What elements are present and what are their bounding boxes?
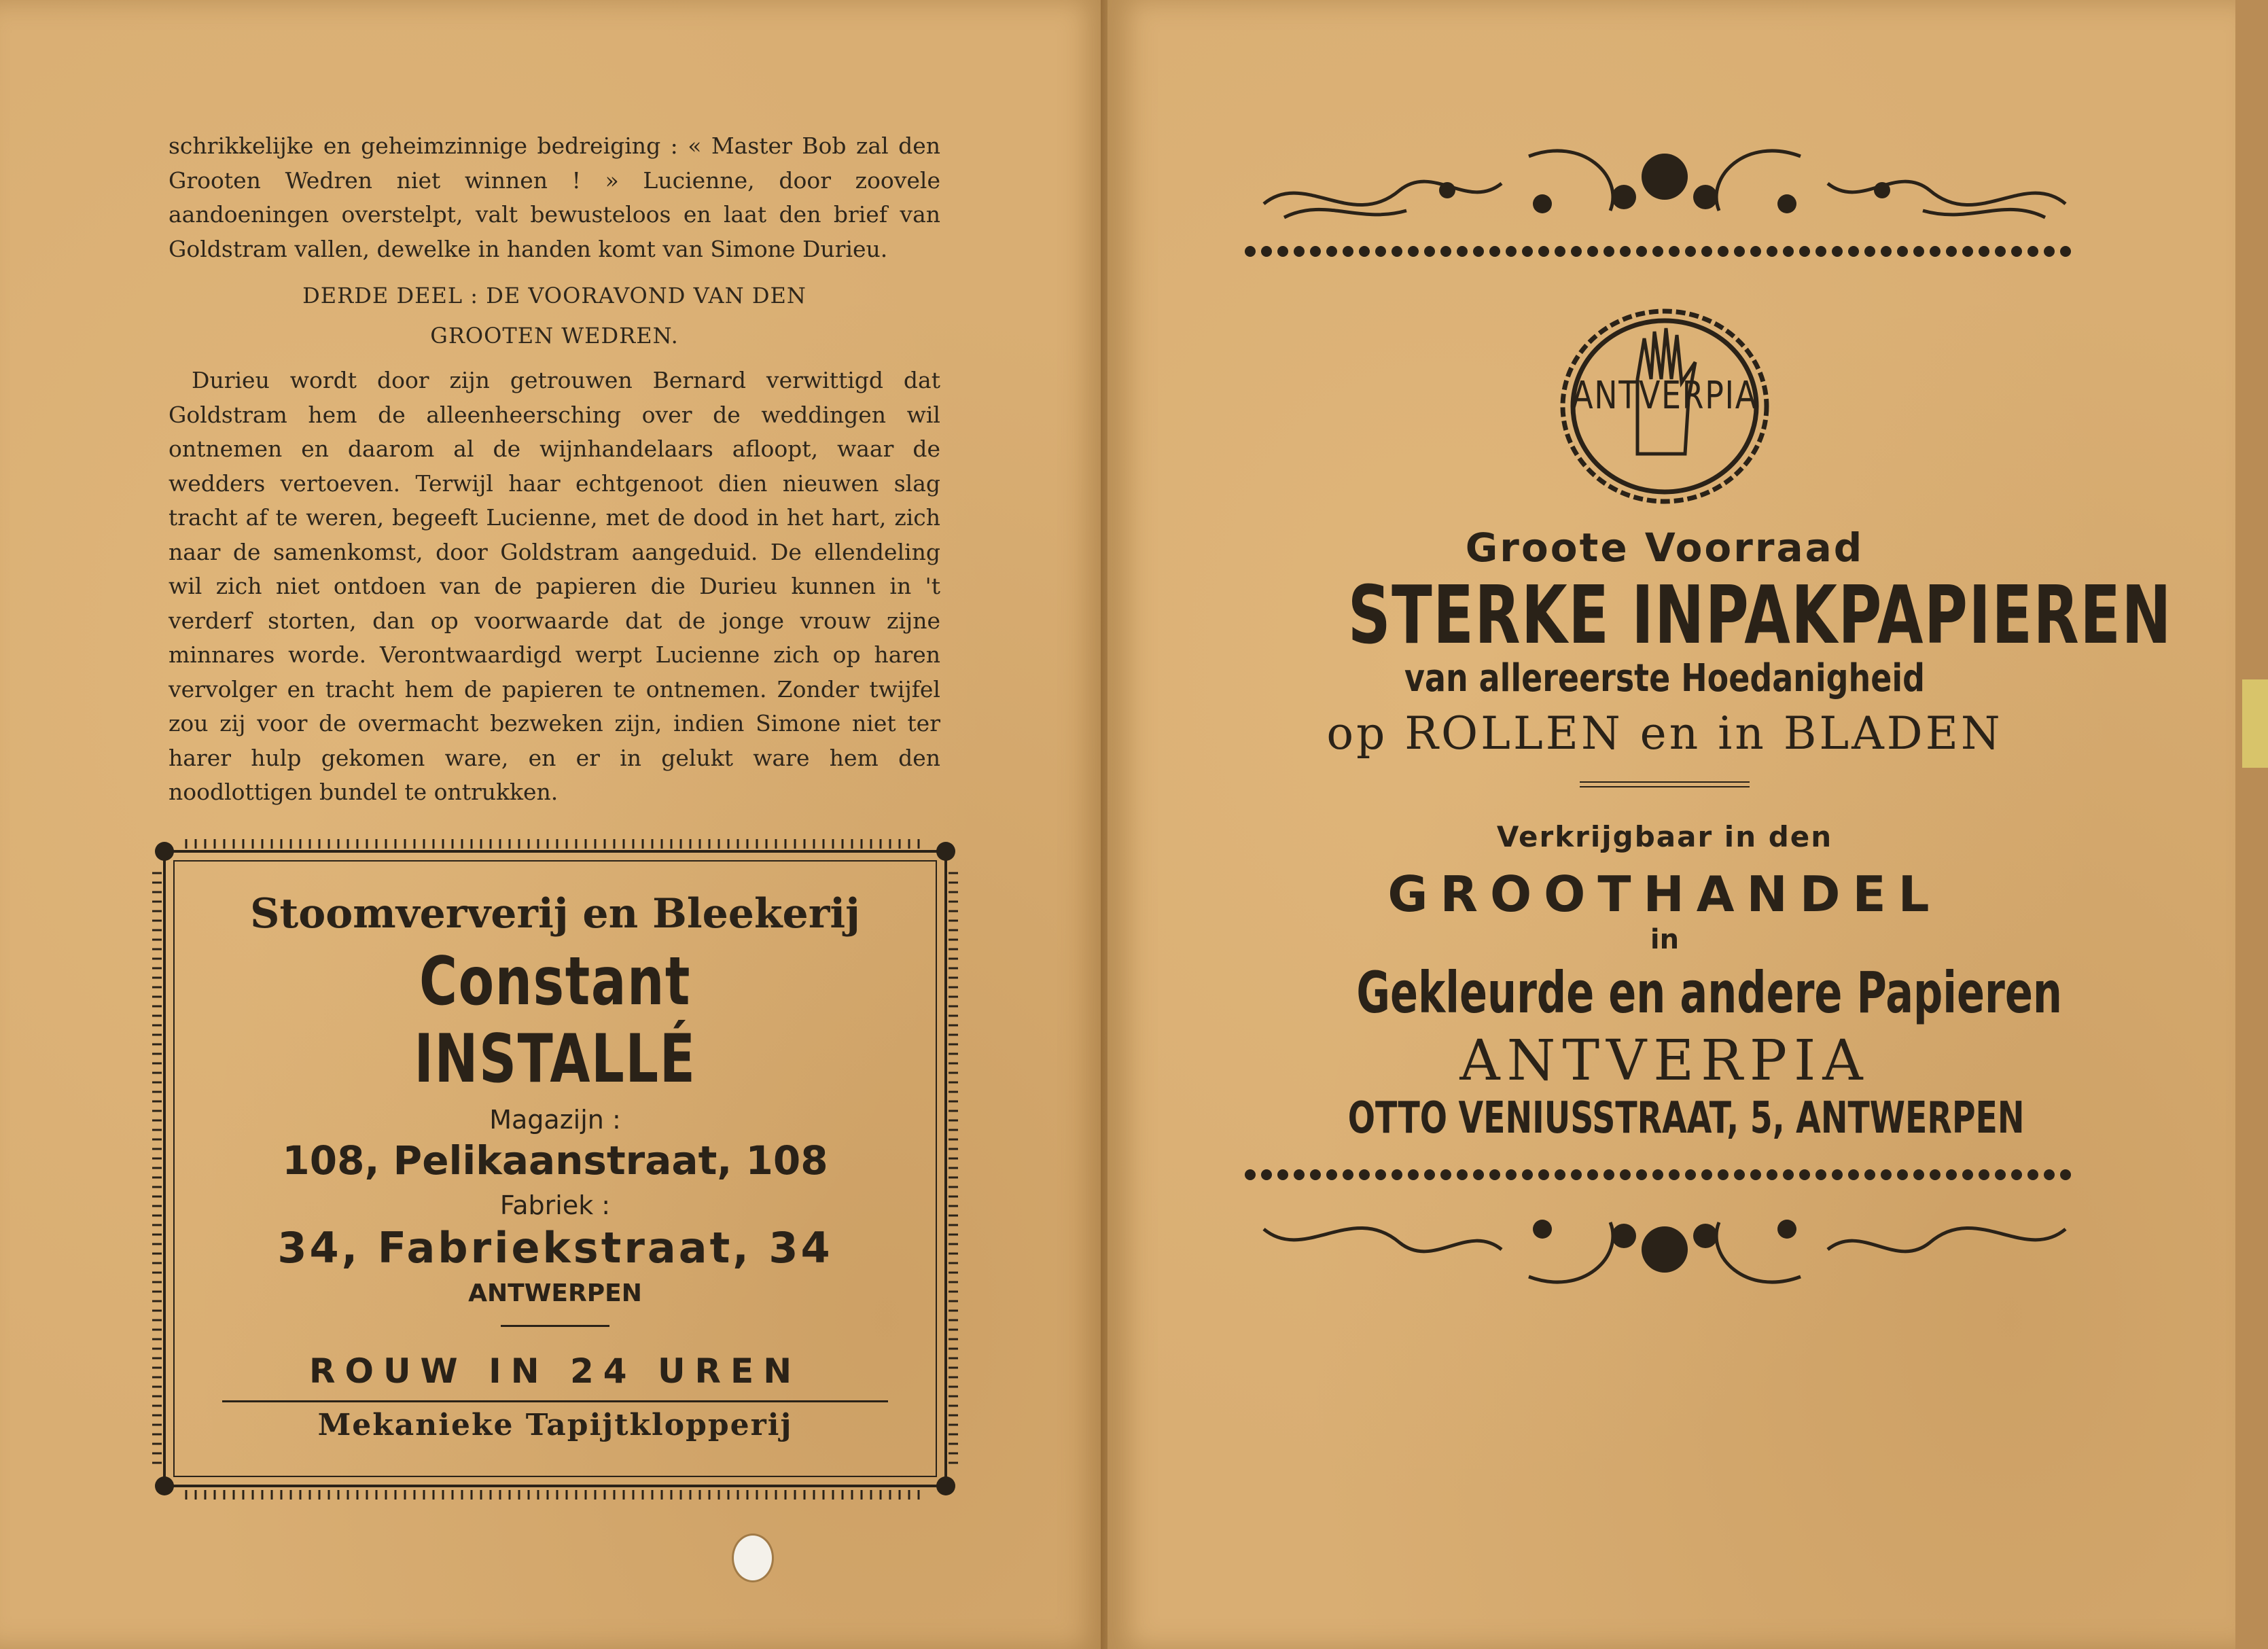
ad-divider <box>501 1325 609 1327</box>
logo-text: ANTVERPIA <box>1572 374 1758 418</box>
line-van-allereerste: van allereerste Hoedanigheid <box>1404 656 1925 701</box>
bottom-ornament <box>1243 1161 2086 1297</box>
ad-rouw-line: ROUW IN 24 UREN <box>308 1351 802 1391</box>
line-in: in <box>1650 924 1680 955</box>
line-verkrijgbaar: Verkrijgbaar in den <box>1496 820 1833 853</box>
line-sterke-inpakpapieren: STERKE INPAKPAPIEREN <box>1347 568 2172 662</box>
story-text <box>169 129 940 810</box>
antverpia-logo <box>1549 298 1780 515</box>
magazijn-address: 108, Pelikaanstraat, 108 <box>282 1137 828 1184</box>
line-groothandel: GROOTHANDEL <box>1387 866 1942 923</box>
back-cover-edge <box>2235 0 2268 1649</box>
back-cover-tab <box>2242 679 2268 768</box>
line-antverpia: ANTVERPIA <box>1459 1029 1870 1093</box>
dyeworks-advertisement <box>139 826 972 1512</box>
story-paragraph-2: Durieu wordt door zijn getrouwen Bernard verwittigd dat Goldstram hem de alleenheersching over de weddingen wil ontnemen en daarom al de wijnhandelaars afloopt, waar de wedders vertoeven. Terwijl haar echtgenoot dien nieuwen slag tracht af te weren, begeeft Lucienne, met de dood in het hart, zich naar de samenkomst, door Goldstram aangeduid. De ellendeling wil zich niet ontdoen van de papieren die Durieu kunnen in 't verderf storten, dan op voorwaarde dat de jonge vrouw zijne minnares worde. Verontwaardigd werpt Lucienne zich op haren vervolger en tracht hem de papieren te ontnemen. Zonder twijfel zou zij voor de overmacht bezweken zijn, indien Simone niet ter harer hulp gekomen ware, en er in gelukt ware hem den noodlottigen bundel te ontrukken. <box>169 367 940 805</box>
line-address: OTTO VENIUSSTRAAT, 5, ANTWERPEN <box>1347 1093 2025 1143</box>
ad-title: Stoomververij en Bleekerij <box>250 890 860 938</box>
line-op-rollen: op ROLLEN en in BLADEN <box>1326 707 2003 760</box>
fabriek-label: Fabriek : <box>499 1190 611 1220</box>
magazijn-label: Magazijn : <box>489 1105 621 1135</box>
top-ornament <box>1243 129 2086 265</box>
ad-company-name: Constant INSTALLÉ <box>414 943 696 1098</box>
ad-content <box>200 890 910 1442</box>
line-gekleurde: Gekleurde en andere Papieren <box>1356 959 2062 1026</box>
left-page <box>0 0 1108 1649</box>
fabriek-address: 34, Fabriekstraat, 34 <box>277 1223 833 1273</box>
ad-mekanieke-line: Mekanieke Tapijtklopperij <box>317 1408 793 1442</box>
line-groote-voorraad: Groote Voorraad <box>1465 525 1864 571</box>
antverpia-advertisement <box>1237 129 2172 1297</box>
section-heading-line-2: GROOTEN WEDREN. <box>430 322 679 349</box>
binding-hole <box>734 1536 772 1580</box>
story-paragraph-1: schrikkelijke en geheimzinnige bedreiging : « Master Bob zal den Grooten Wedren niet winnen ! » Lucienne, door zoovele aandoeningen overstelpt, valt bewusteloos en laat den brief van Goldstram vallen, dewelke in handen komt van Simone Durieu. <box>169 132 940 262</box>
section-heading-line-1: DERDE DEEL : DE VOORAVOND VAN DEN <box>302 283 807 308</box>
ad-divider-2 <box>222 1400 888 1402</box>
double-rule <box>1580 781 1750 787</box>
ad-city: ANTWERPEN <box>468 1279 642 1307</box>
